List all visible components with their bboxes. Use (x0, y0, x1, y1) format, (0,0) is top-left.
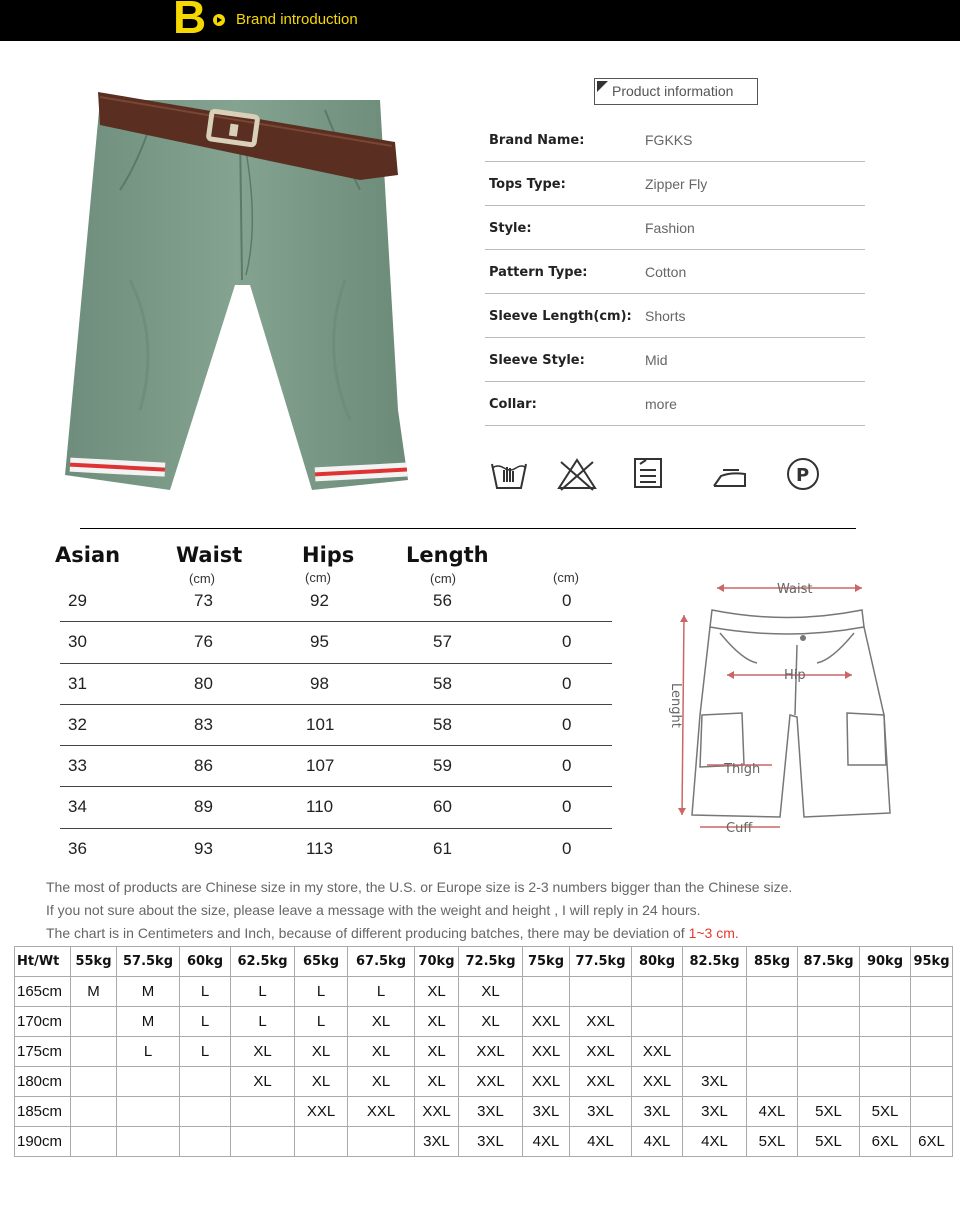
size-cell: XL (295, 1037, 348, 1067)
info-label: Sleeve Length(cm): (489, 309, 632, 324)
info-row (485, 250, 865, 294)
size-cell: XXL (570, 1067, 632, 1097)
brand-letter: B (173, 0, 207, 43)
size-cell: XL (231, 1037, 295, 1067)
size-cell (798, 1067, 860, 1097)
length-value: 61 (433, 838, 452, 858)
note-line: If you not sure about the size, please leave a message with the weight and height , I will reply in 24 hours. (46, 902, 701, 918)
extra-value: 0 (562, 756, 572, 776)
size-cell: XL (459, 977, 523, 1007)
size-cell (632, 1007, 683, 1037)
size-cell (747, 977, 798, 1007)
size-cell: XL (415, 1007, 459, 1037)
info-label: Brand Name: (489, 133, 585, 148)
info-value: Mid (645, 352, 668, 368)
size-cell (860, 1007, 911, 1037)
size-cell (180, 1067, 231, 1097)
size-row (60, 787, 612, 828)
size-cell: 6XL (911, 1127, 953, 1157)
size-cell (911, 1097, 953, 1127)
size-cell: 3XL (459, 1097, 523, 1127)
height-cell: 185cm (15, 1097, 71, 1127)
note-line (46, 922, 946, 945)
weight-header: 90kg (860, 947, 911, 977)
waist-value: 93 (194, 838, 213, 858)
asian-size: 29 (68, 591, 87, 610)
size-cell: L (180, 1037, 231, 1067)
size-cell (523, 977, 570, 1007)
size-cell (231, 1127, 295, 1157)
size-cell: XL (415, 1067, 459, 1097)
hips-value: 101 (306, 714, 335, 734)
info-label: Tops Type: (489, 177, 566, 192)
size-cell (295, 1127, 348, 1157)
waist-value: 86 (194, 756, 213, 776)
size-cell: XL (231, 1067, 295, 1097)
size-cell: XXL (523, 1067, 570, 1097)
size-cell: XXL (632, 1037, 683, 1067)
info-value: Fashion (645, 220, 695, 236)
size-cell (180, 1097, 231, 1127)
size-cell (683, 1037, 747, 1067)
size-row (60, 705, 612, 746)
info-value: more (645, 396, 677, 412)
size-cell: XL (348, 1067, 415, 1097)
info-value: Shorts (645, 308, 686, 324)
divider-line (80, 528, 856, 529)
note-text: The chart is in Centimeters and Inch, because of different producing batches, there may be deviation of (46, 925, 689, 941)
weight-header: 62.5kg (231, 947, 295, 977)
size-cell: XL (348, 1037, 415, 1067)
size-cell (117, 1097, 180, 1127)
info-label: Pattern Type: (489, 265, 588, 280)
header-bar (0, 0, 960, 41)
asian-size: 31 (68, 673, 87, 693)
size-cell (117, 1067, 180, 1097)
hips-value: 113 (306, 838, 334, 858)
extra-value: 0 (562, 673, 572, 693)
info-row (485, 206, 865, 250)
weight-header: 75kg (523, 947, 570, 977)
size-cell (911, 1007, 953, 1037)
diagram-hip-label: Hip (784, 668, 806, 683)
table-row (15, 977, 953, 1007)
info-row (485, 162, 865, 206)
height-cell: 190cm (15, 1127, 71, 1157)
size-cell: L (180, 977, 231, 1007)
size-cell: L (295, 1007, 348, 1037)
size-cell: 3XL (570, 1097, 632, 1127)
weight-header: 80kg (632, 947, 683, 977)
size-cell (683, 1007, 747, 1037)
size-cell: 5XL (860, 1097, 911, 1127)
asian-size: 33 (68, 756, 87, 776)
waist-value: 89 (194, 797, 213, 817)
info-row (485, 338, 865, 382)
size-cell: XL (415, 1037, 459, 1067)
table-row (15, 1007, 953, 1037)
hips-value: 98 (310, 673, 329, 693)
table-header-row (15, 947, 953, 977)
table-row (15, 1067, 953, 1097)
unit-label: (cm) (305, 570, 331, 585)
height-cell: 180cm (15, 1067, 71, 1097)
unit-label: (cm) (430, 571, 456, 586)
size-cell (747, 1067, 798, 1097)
corner-triangle (597, 81, 608, 92)
asian-header: Asian (55, 543, 121, 567)
height-cell: 175cm (15, 1037, 71, 1067)
care-icons (487, 456, 827, 496)
info-row (485, 294, 865, 338)
hips-value: 92 (310, 591, 329, 610)
size-cell (348, 1127, 415, 1157)
size-cell (747, 1007, 798, 1037)
size-cell: 3XL (683, 1067, 747, 1097)
size-cell (632, 977, 683, 1007)
weight-header: 82.5kg (683, 947, 747, 977)
size-cell (860, 1037, 911, 1067)
size-cell: M (71, 977, 117, 1007)
hips-header: Hips (302, 543, 355, 567)
info-value: FGKKS (645, 132, 693, 148)
size-cell: XL (295, 1067, 348, 1097)
size-cell (117, 1127, 180, 1157)
info-row (485, 382, 865, 426)
extra-value: 0 (562, 632, 572, 652)
weight-header: 85kg (747, 947, 798, 977)
hips-value: 95 (310, 632, 329, 652)
size-cell: XXL (523, 1007, 570, 1037)
corner-header: Ht/Wt (15, 947, 71, 977)
size-cell: XL (459, 1007, 523, 1037)
size-cell: 3XL (683, 1097, 747, 1127)
hips-value: 110 (306, 797, 334, 817)
size-cell (231, 1097, 295, 1127)
size-cell: XXL (570, 1037, 632, 1067)
waist-value: 76 (194, 632, 213, 652)
size-cell: 3XL (632, 1097, 683, 1127)
size-row (60, 746, 612, 787)
size-cell: 5XL (747, 1127, 798, 1157)
product-photo (60, 80, 410, 495)
diagram-length-label: Lenght (668, 683, 683, 728)
size-cell (683, 977, 747, 1007)
height-cell: 165cm (15, 977, 71, 1007)
svg-text:P: P (796, 465, 810, 486)
size-chart-table (60, 581, 612, 870)
info-label: Collar: (489, 397, 537, 412)
diagram-thigh-label: Thigh (724, 762, 761, 777)
weight-header: 57.5kg (117, 947, 180, 977)
size-cell (798, 1007, 860, 1037)
product-information-label: Product information (612, 83, 734, 99)
asian-size: 30 (68, 632, 87, 652)
size-cell (860, 977, 911, 1007)
size-cell: L (295, 977, 348, 1007)
size-cell: XXL (523, 1037, 570, 1067)
size-notes (46, 876, 946, 945)
size-row (60, 664, 612, 705)
extra-value: 0 (562, 797, 572, 817)
weight-header: 67.5kg (348, 947, 415, 977)
size-cell: XXL (295, 1097, 348, 1127)
size-cell (71, 1127, 117, 1157)
length-value: 56 (433, 591, 452, 610)
size-cell: 5XL (798, 1097, 860, 1127)
info-row (485, 118, 865, 162)
size-cell: XXL (459, 1067, 523, 1097)
size-cell: 4XL (570, 1127, 632, 1157)
unit-label: (cm) (553, 570, 579, 585)
size-cell: XL (415, 977, 459, 1007)
size-cell (747, 1037, 798, 1067)
size-cell: 5XL (798, 1127, 860, 1157)
asian-size: 34 (68, 797, 87, 817)
diagram-waist-label: Waist (777, 582, 813, 597)
waist-value: 80 (194, 673, 213, 693)
size-cell: 3XL (459, 1127, 523, 1157)
size-cell: M (117, 977, 180, 1007)
size-cell (911, 1067, 953, 1097)
diagram-cuff-label: Cuff (726, 821, 753, 836)
size-cell: L (348, 977, 415, 1007)
header-title: Brand introduction (236, 11, 358, 28)
length-value: 58 (433, 714, 452, 734)
size-cell (798, 977, 860, 1007)
size-cell: 4XL (747, 1097, 798, 1127)
table-row (15, 1037, 953, 1067)
size-cell: XL (348, 1007, 415, 1037)
size-cell: M (117, 1007, 180, 1037)
waist-value: 73 (194, 591, 213, 610)
size-cell: 6XL (860, 1127, 911, 1157)
height-cell: 170cm (15, 1007, 71, 1037)
table-row (15, 1097, 953, 1127)
weight-header: 60kg (180, 947, 231, 977)
weight-header: 72.5kg (459, 947, 523, 977)
size-cell: L (180, 1007, 231, 1037)
info-label: Style: (489, 221, 532, 236)
size-cell (911, 1037, 953, 1067)
size-cell: L (231, 977, 295, 1007)
dry-clean-icon (785, 456, 821, 492)
weight-header: 65kg (295, 947, 348, 977)
size-row (60, 829, 612, 870)
iron-icon (711, 456, 749, 492)
info-label: Sleeve Style: (489, 353, 585, 368)
extra-value: 0 (562, 714, 572, 734)
size-cell (71, 1067, 117, 1097)
size-cell (180, 1127, 231, 1157)
extra-value: 0 (562, 591, 572, 610)
size-cell: XXL (348, 1097, 415, 1127)
hips-value: 107 (306, 756, 335, 776)
info-value: Cotton (645, 264, 687, 280)
note-deviation: 1~3 cm. (688, 925, 739, 941)
asian-size: 36 (68, 838, 87, 858)
length-value: 59 (433, 756, 452, 776)
size-cell (911, 977, 953, 1007)
weight-header: 70kg (415, 947, 459, 977)
tumble-dry-icon (632, 456, 664, 492)
play-icon (213, 14, 225, 26)
weight-header: 77.5kg (570, 947, 632, 977)
size-cell (860, 1067, 911, 1097)
length-value: 60 (433, 797, 452, 817)
weight-header: 55kg (71, 947, 117, 977)
size-cell: XXL (570, 1007, 632, 1037)
size-cell: XXL (632, 1067, 683, 1097)
waist-header: Waist (176, 543, 243, 567)
measurement-diagram (662, 565, 922, 855)
size-cell (71, 1097, 117, 1127)
size-cell: XXL (459, 1037, 523, 1067)
size-cell: 4XL (632, 1127, 683, 1157)
size-cell: 4XL (523, 1127, 570, 1157)
height-weight-table (14, 946, 953, 1157)
length-header: Length (406, 543, 489, 567)
product-info-table (485, 118, 865, 426)
size-cell: L (117, 1037, 180, 1067)
note-line: The most of products are Chinese size in my store, the U.S. or Europe size is 2-3 numbers bigger than the Chinese size. (46, 879, 793, 895)
info-value: Zipper Fly (645, 176, 708, 192)
size-row (60, 581, 612, 622)
length-value: 57 (433, 632, 452, 652)
size-cell (570, 977, 632, 1007)
table-row (15, 1127, 953, 1157)
hand-wash-icon (489, 456, 529, 492)
extra-value: 0 (562, 838, 572, 858)
size-cell: 3XL (523, 1097, 570, 1127)
size-cell (798, 1037, 860, 1067)
waist-value: 83 (194, 714, 213, 734)
weight-header: 87.5kg (798, 947, 860, 977)
do-not-bleach-icon (555, 456, 599, 492)
size-cell (71, 1037, 117, 1067)
length-value: 58 (433, 673, 452, 693)
size-cell: 3XL (415, 1127, 459, 1157)
unit-label: (cm) (189, 571, 215, 586)
size-cell: L (231, 1007, 295, 1037)
product-information-badge (594, 78, 758, 105)
size-cell (71, 1007, 117, 1037)
weight-header: 95kg (911, 947, 953, 977)
size-row (60, 622, 612, 663)
size-cell: XXL (415, 1097, 459, 1127)
asian-size: 32 (68, 714, 87, 734)
size-cell: 4XL (683, 1127, 747, 1157)
